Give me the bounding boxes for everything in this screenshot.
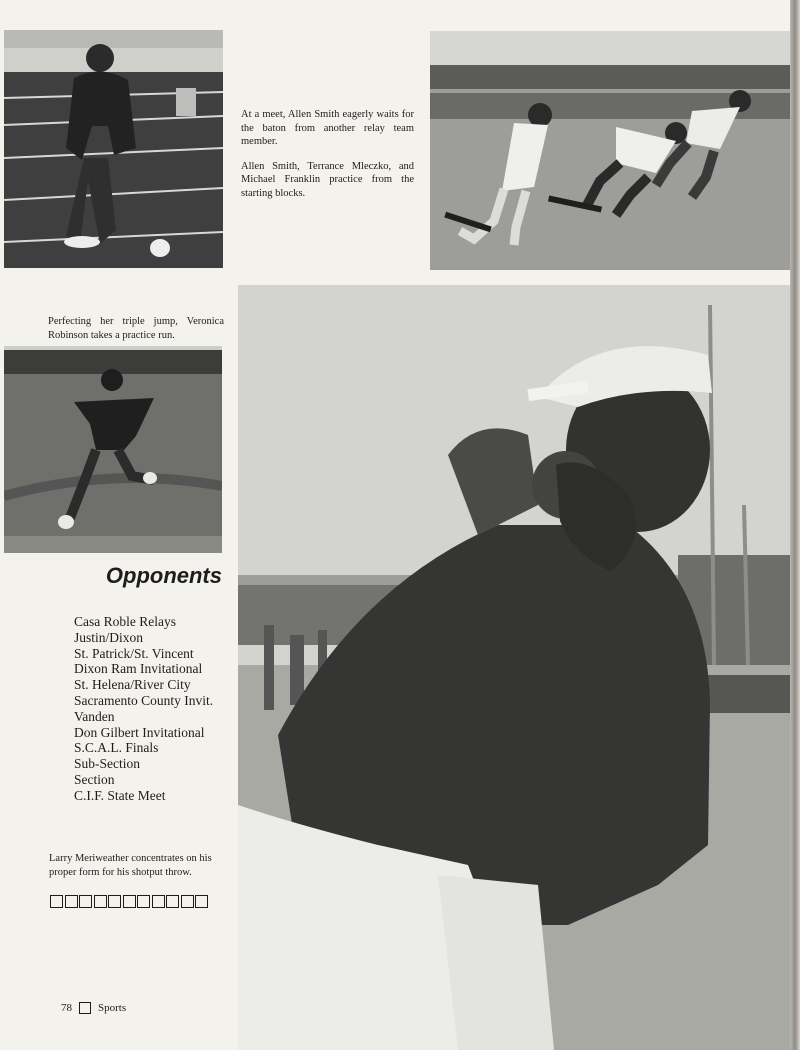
list-item: Justin/Dixon — [74, 629, 144, 645]
page-folio — [61, 1002, 126, 1014]
decorative-box — [94, 895, 107, 908]
decorative-box — [181, 895, 194, 908]
starting-blocks-caption: Allen Smith, Terrance Mleczko, and Michael Franklin practice from the starting blocks. — [241, 160, 414, 199]
shotput-photo — [238, 285, 790, 1050]
relay-caption — [241, 108, 414, 211]
decorative-box — [79, 895, 92, 908]
decorative-box — [152, 895, 165, 908]
decorative-box — [123, 895, 136, 908]
triple-jump-photo — [4, 346, 222, 553]
list-item: Sub-Section — [74, 756, 140, 772]
page-number: 78 — [61, 1002, 72, 1014]
opponents-heading: Opponents — [105, 563, 222, 588]
decorative-box — [50, 895, 63, 908]
decorative-box — [108, 895, 121, 908]
list-item: Dixon Ram Invitational — [74, 661, 203, 677]
relay-waiting-caption: At a meet, Allen Smith eagerly waits for the baton from another relay team member. — [241, 109, 414, 147]
list-item: Casa Roble Relays — [74, 614, 176, 629]
list-item: Vanden — [74, 708, 115, 724]
shotput-caption: Larry Meriweather concentrates on his proper form for his shotput throw. — [49, 853, 212, 878]
triple-jump-caption: Perfecting her triple jump, Veronica Robinson takes a practice run. — [48, 316, 224, 341]
list-item: Section — [74, 771, 115, 787]
decorative-box-row — [50, 895, 208, 908]
section-name: Sports — [98, 1002, 127, 1014]
folio-box-icon — [79, 1002, 91, 1014]
list-item: Sacramento County Invit. — [74, 692, 214, 708]
decorative-box — [195, 895, 208, 908]
list-item: St. Helena/River City — [74, 677, 191, 693]
list-item: St. Patrick/St. Vincent — [74, 645, 194, 661]
decorative-box — [137, 895, 150, 908]
list-item: Don Gilbert Invitational — [74, 724, 205, 740]
opponents-list — [74, 614, 213, 804]
relay-waiting-photo — [4, 30, 223, 268]
decorative-box — [166, 895, 179, 908]
starting-blocks-photo — [430, 31, 790, 270]
list-item: S.C.A.L. Finals — [74, 740, 159, 756]
decorative-box — [65, 895, 78, 908]
list-item: C.I.F. State Meet — [74, 787, 166, 803]
book-spine-edge — [790, 0, 800, 1050]
